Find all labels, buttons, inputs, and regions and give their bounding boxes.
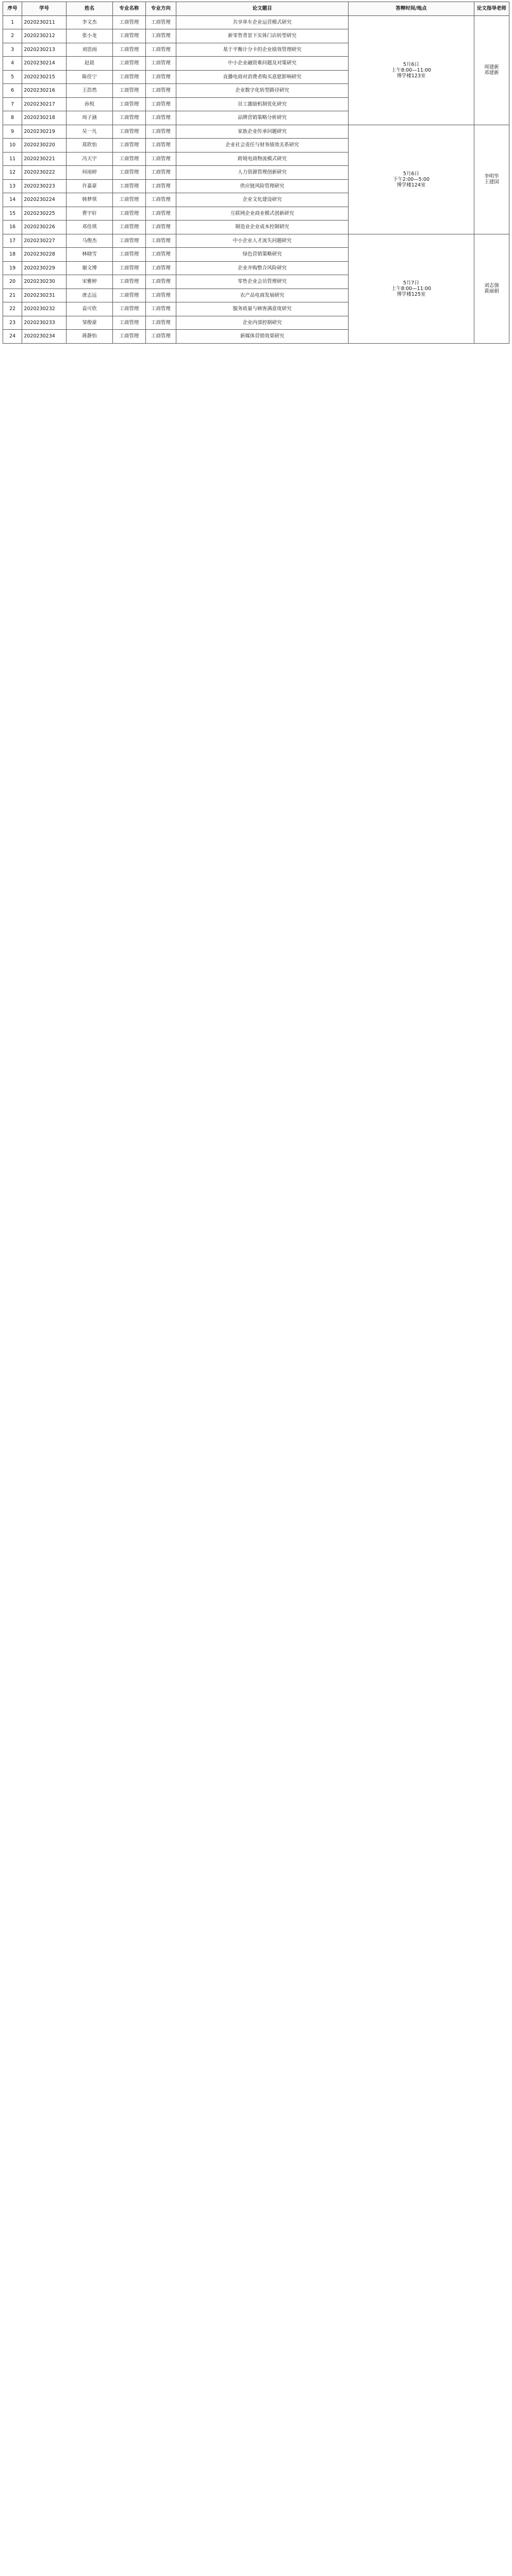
row-student-id: 2020230217: [22, 97, 67, 111]
row-thesis-title: 品牌营销策略分析研究: [176, 111, 349, 125]
header-direction: 专业方向: [145, 2, 176, 16]
row-student-name: 孙悦: [67, 97, 113, 111]
row-direction: 工商管理: [145, 70, 176, 84]
row-student-id: 2020230225: [22, 207, 67, 221]
row-index: 8: [3, 111, 22, 125]
row-direction: 工商管理: [145, 15, 176, 29]
row-thesis-title: 新媒体营销效果研究: [176, 330, 349, 344]
row-major: 工商管理: [113, 275, 146, 289]
row-student-name: 赵晨: [67, 57, 113, 71]
row-index: 15: [3, 207, 22, 221]
row-direction: 工商管理: [145, 29, 176, 43]
row-direction: 工商管理: [145, 234, 176, 248]
row-thesis-title: 企业社会责任与财务绩效关系研究: [176, 139, 349, 152]
row-direction: 工商管理: [145, 221, 176, 234]
row-major: 工商管理: [113, 234, 146, 248]
row-student-name: 许嘉豪: [67, 179, 113, 193]
row-student-id: 2020230226: [22, 221, 67, 234]
row-student-name: 谢文博: [67, 261, 113, 275]
row-major: 工商管理: [113, 261, 146, 275]
row-major: 工商管理: [113, 29, 146, 43]
row-major: 工商管理: [113, 207, 146, 221]
row-student-id: 2020230224: [22, 193, 67, 207]
row-student-name: 周子涵: [67, 111, 113, 125]
row-thesis-title: 企业并购整合风险研究: [176, 261, 349, 275]
row-thesis-title: 服务质量与顾客满意度研究: [176, 302, 349, 316]
defense-schedule-table: [3, 2, 509, 344]
row-direction: 工商管理: [145, 248, 176, 262]
group-defense-time: 5月6日 下午2:00—5:00 博学楼124室: [349, 125, 474, 234]
row-major: 工商管理: [113, 139, 146, 152]
row-major: 工商管理: [113, 70, 146, 84]
table-row: [3, 15, 509, 29]
row-index: 21: [3, 289, 22, 302]
row-thesis-title: 直播电商对消费者购买意愿影响研究: [176, 70, 349, 84]
row-thesis-title: 中小企业融资难问题及对策研究: [176, 57, 349, 71]
row-student-name: 何雨婷: [67, 166, 113, 180]
row-thesis-title: 员工激励机制优化研究: [176, 97, 349, 111]
row-student-name: 李文杰: [67, 15, 113, 29]
row-major: 工商管理: [113, 152, 146, 166]
header-major: 专业名称: [113, 2, 146, 16]
row-thesis-title: 供应链风险管理研究: [176, 179, 349, 193]
row-index: 12: [3, 166, 22, 180]
row-major: 工商管理: [113, 289, 146, 302]
row-thesis-title: 绿色营销策略研究: [176, 248, 349, 262]
row-thesis-title: 人力资源管理创新研究: [176, 166, 349, 180]
row-index: 24: [3, 330, 22, 344]
row-student-name: 蒋静怡: [67, 330, 113, 344]
row-direction: 工商管理: [145, 125, 176, 139]
row-student-name: 韩梦琪: [67, 193, 113, 207]
row-student-name: 曹宇轩: [67, 207, 113, 221]
row-index: 18: [3, 248, 22, 262]
row-student-id: 2020230213: [22, 43, 67, 57]
table-row: [3, 234, 509, 248]
table-body: [3, 15, 509, 343]
row-student-name: 张小龙: [67, 29, 113, 43]
row-direction: 工商管理: [145, 289, 176, 302]
row-direction: 工商管理: [145, 166, 176, 180]
row-direction: 工商管理: [145, 57, 176, 71]
row-student-id: 2020230234: [22, 330, 67, 344]
row-major: 工商管理: [113, 302, 146, 316]
row-index: 19: [3, 261, 22, 275]
row-direction: 工商管理: [145, 43, 176, 57]
row-major: 工商管理: [113, 15, 146, 29]
row-index: 20: [3, 275, 22, 289]
row-thesis-title: 跨境电商物流模式研究: [176, 152, 349, 166]
row-direction: 工商管理: [145, 193, 176, 207]
group-advisor: 李明华 王建国: [474, 125, 509, 234]
row-student-id: 2020230227: [22, 234, 67, 248]
row-major: 工商管理: [113, 221, 146, 234]
row-major: 工商管理: [113, 43, 146, 57]
row-student-id: 2020230218: [22, 111, 67, 125]
row-thesis-title: 企业内部控制研究: [176, 316, 349, 330]
row-index: 7: [3, 97, 22, 111]
row-student-id: 2020230230: [22, 275, 67, 289]
row-major: 工商管理: [113, 248, 146, 262]
row-index: 17: [3, 234, 22, 248]
row-index: 16: [3, 221, 22, 234]
row-direction: 工商管理: [145, 139, 176, 152]
header-student-id: 学号: [22, 2, 67, 16]
row-index: 23: [3, 316, 22, 330]
row-direction: 工商管理: [145, 275, 176, 289]
row-student-name: 林晓雪: [67, 248, 113, 262]
row-index: 3: [3, 43, 22, 57]
header-thesis-title: 论文题目: [176, 2, 349, 16]
group-advisor: 周建新 邓建新: [474, 15, 509, 125]
row-student-id: 2020230221: [22, 152, 67, 166]
row-thesis-title: 基于平衡计分卡的企业绩效管理研究: [176, 43, 349, 57]
row-student-id: 2020230223: [22, 179, 67, 193]
row-direction: 工商管理: [145, 111, 176, 125]
row-direction: 工商管理: [145, 302, 176, 316]
header-defense-time: 答辩时间/地点: [349, 2, 474, 16]
header-index: 序号: [3, 2, 22, 16]
row-student-name: 邹俊豪: [67, 316, 113, 330]
row-thesis-title: 互联网企业商业模式创新研究: [176, 207, 349, 221]
row-index: 9: [3, 125, 22, 139]
header-advisor: 论文指导老师: [474, 2, 509, 16]
group-defense-time: 5月6日 上午8:00—11:00 博学楼123室: [349, 15, 474, 125]
row-student-name: 陈佳宁: [67, 70, 113, 84]
row-student-id: 2020230211: [22, 15, 67, 29]
row-major: 工商管理: [113, 166, 146, 180]
row-direction: 工商管理: [145, 179, 176, 193]
row-student-id: 2020230233: [22, 316, 67, 330]
row-index: 6: [3, 84, 22, 98]
row-major: 工商管理: [113, 193, 146, 207]
row-direction: 工商管理: [145, 84, 176, 98]
row-thesis-title: 共享单车企业运营模式研究: [176, 15, 349, 29]
row-thesis-title: 制造业企业成本控制研究: [176, 221, 349, 234]
row-student-id: 2020230214: [22, 57, 67, 71]
row-index: 5: [3, 70, 22, 84]
row-index: 10: [3, 139, 22, 152]
table-header-row: [3, 2, 509, 16]
row-index: 2: [3, 29, 22, 43]
row-student-id: 2020230228: [22, 248, 67, 262]
row-index: 11: [3, 152, 22, 166]
row-thesis-title: 家族企业传承问题研究: [176, 125, 349, 139]
row-direction: 工商管理: [145, 152, 176, 166]
row-direction: 工商管理: [145, 316, 176, 330]
row-student-name: 王浩然: [67, 84, 113, 98]
row-direction: 工商管理: [145, 207, 176, 221]
row-major: 工商管理: [113, 316, 146, 330]
row-student-id: 2020230219: [22, 125, 67, 139]
row-student-id: 2020230229: [22, 261, 67, 275]
row-major: 工商管理: [113, 57, 146, 71]
row-student-id: 2020230231: [22, 289, 67, 302]
row-student-id: 2020230212: [22, 29, 67, 43]
row-major: 工商管理: [113, 111, 146, 125]
row-direction: 工商管理: [145, 97, 176, 111]
row-major: 工商管理: [113, 125, 146, 139]
row-index: 14: [3, 193, 22, 207]
row-student-id: 2020230220: [22, 139, 67, 152]
row-index: 22: [3, 302, 22, 316]
row-thesis-title: 农产品电商发展研究: [176, 289, 349, 302]
row-index: 4: [3, 57, 22, 71]
row-student-name: 马俊杰: [67, 234, 113, 248]
table-row: [3, 125, 509, 139]
row-direction: 工商管理: [145, 261, 176, 275]
group-advisor: 刘志强 黄丽娟: [474, 234, 509, 343]
row-student-id: 2020230222: [22, 166, 67, 180]
row-student-name: 宋雅婷: [67, 275, 113, 289]
row-major: 工商管理: [113, 330, 146, 344]
group-defense-time: 5月7日 上午8:00—11:00 博学楼125室: [349, 234, 474, 343]
row-thesis-title: 企业数字化转型路径研究: [176, 84, 349, 98]
row-major: 工商管理: [113, 179, 146, 193]
row-student-name: 邓佳琪: [67, 221, 113, 234]
row-student-name: 郑欣怡: [67, 139, 113, 152]
row-index: 13: [3, 179, 22, 193]
row-student-name: 吴一凡: [67, 125, 113, 139]
row-student-name: 唐志远: [67, 289, 113, 302]
row-thesis-title: 中小企业人才流失问题研究: [176, 234, 349, 248]
row-student-id: 2020230216: [22, 84, 67, 98]
row-student-name: 冯天宇: [67, 152, 113, 166]
row-direction: 工商管理: [145, 330, 176, 344]
row-major: 工商管理: [113, 84, 146, 98]
row-thesis-title: 零售企业会员管理研究: [176, 275, 349, 289]
row-major: 工商管理: [113, 97, 146, 111]
row-student-id: 2020230215: [22, 70, 67, 84]
row-student-id: 2020230232: [22, 302, 67, 316]
header-name: 姓名: [67, 2, 113, 16]
row-student-name: 刘思雨: [67, 43, 113, 57]
row-thesis-title: 新零售背景下实体门店转型研究: [176, 29, 349, 43]
row-student-name: 袁可欣: [67, 302, 113, 316]
document-sheet: [0, 2, 512, 2576]
row-index: 1: [3, 15, 22, 29]
row-thesis-title: 企业文化建设研究: [176, 193, 349, 207]
